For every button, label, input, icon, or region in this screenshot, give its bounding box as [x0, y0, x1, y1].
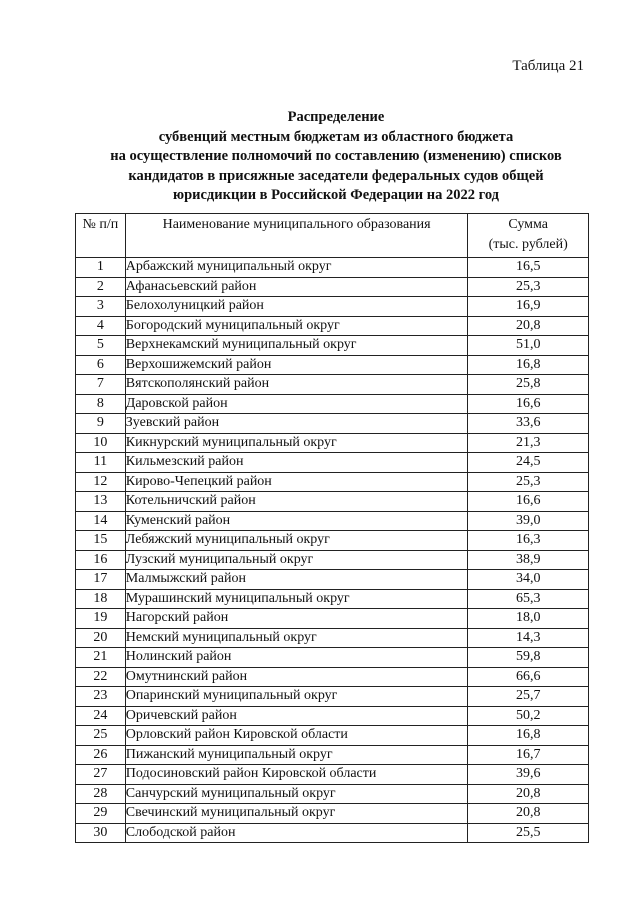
table-row: [76, 277, 589, 297]
row-sum-cell: 18,0: [468, 609, 589, 629]
table-row: [76, 609, 589, 629]
row-number-cell: 17: [76, 570, 126, 590]
row-number-cell: 14: [76, 511, 126, 531]
row-name-cell: Кирово-Чепецкий район: [125, 472, 468, 492]
row-number-cell: 12: [76, 472, 126, 492]
row-sum-cell: 21,3: [468, 433, 589, 453]
row-sum-cell: 16,8: [468, 355, 589, 375]
row-number-cell: 11: [76, 453, 126, 473]
row-name-cell: Верхнекамский муниципальный округ: [125, 336, 468, 356]
row-sum-cell: 50,2: [468, 706, 589, 726]
table-row: [76, 433, 589, 453]
table-row: [76, 394, 589, 414]
table-row: [76, 414, 589, 434]
table-row: [76, 648, 589, 668]
heading-line: юрисдикции в Российской Федерации на 2022 год: [173, 187, 499, 203]
row-number-cell: 19: [76, 609, 126, 629]
row-name-cell: Кикнурский муниципальный округ: [125, 433, 468, 453]
row-sum-cell: 16,6: [468, 394, 589, 414]
table-row: [76, 355, 589, 375]
row-name-cell: Даровской район: [125, 394, 468, 414]
row-name-cell: Опаринский муниципальный округ: [125, 687, 468, 707]
row-name-cell: Зуевский район: [125, 414, 468, 434]
header-number: № п/п: [76, 214, 126, 258]
header-sum: [468, 214, 589, 258]
row-number-cell: 27: [76, 765, 126, 785]
row-sum-cell: 25,7: [468, 687, 589, 707]
row-sum-cell: 25,8: [468, 375, 589, 395]
table-row: [76, 472, 589, 492]
row-sum-cell: 51,0: [468, 336, 589, 356]
row-sum-cell: 66,6: [468, 667, 589, 687]
row-number-cell: 13: [76, 492, 126, 512]
row-sum-cell: 33,6: [468, 414, 589, 434]
row-sum-cell: 20,8: [468, 804, 589, 824]
row-number-cell: 25: [76, 726, 126, 746]
row-number-cell: 26: [76, 745, 126, 765]
row-sum-cell: 20,8: [468, 784, 589, 804]
row-number-cell: 18: [76, 589, 126, 609]
row-name-cell: Орловский район Кировской области: [125, 726, 468, 746]
row-number-cell: 3: [76, 297, 126, 317]
table-row: [76, 628, 589, 648]
row-name-cell: Пижанский муниципальный округ: [125, 745, 468, 765]
row-number-cell: 29: [76, 804, 126, 824]
row-name-cell: Подосиновский район Кировской области: [125, 765, 468, 785]
row-number-cell: 30: [76, 823, 126, 843]
row-name-cell: Малмыжский район: [125, 570, 468, 590]
row-name-cell: Богородский муниципальный округ: [125, 316, 468, 336]
row-sum-cell: 34,0: [468, 570, 589, 590]
row-sum-cell: 25,3: [468, 472, 589, 492]
heading-line: субвенций местным бюджетам из областного бюджета: [158, 128, 514, 145]
row-name-cell: Арбажский муниципальный округ: [125, 258, 468, 278]
table-row: [76, 336, 589, 356]
table-row: [76, 375, 589, 395]
row-sum-cell: 16,7: [468, 745, 589, 765]
row-name-cell: Слободской район: [125, 823, 468, 843]
row-name-cell: Оричевский район: [125, 706, 468, 726]
table-body: [76, 258, 589, 843]
heading-line: кандидатов в присяжные заседатели федеральных судов общей: [128, 167, 544, 184]
row-number-cell: 23: [76, 687, 126, 707]
table-row: [76, 687, 589, 707]
table-row: [76, 726, 589, 746]
row-name-cell: Белохолуницкий район: [125, 297, 468, 317]
row-number-cell: 7: [76, 375, 126, 395]
table-row: [76, 258, 589, 278]
heading-line: на осуществление полномочий по составлению (изменению) списков: [110, 148, 562, 164]
table-row: [76, 745, 589, 765]
row-sum-cell: 59,8: [468, 648, 589, 668]
table-row: [76, 804, 589, 824]
row-number-cell: 16: [76, 550, 126, 570]
row-name-cell: Афанасьевский район: [125, 277, 468, 297]
row-sum-cell: 16,6: [468, 492, 589, 512]
row-name-cell: Нагорский район: [125, 609, 468, 629]
row-name-cell: Свечинский муниципальный округ: [125, 804, 468, 824]
row-sum-cell: 38,9: [468, 550, 589, 570]
row-name-cell: Вятскополянский район: [125, 375, 468, 395]
row-number-cell: 2: [76, 277, 126, 297]
heading-line: Распределение: [287, 109, 385, 125]
row-number-cell: 10: [76, 433, 126, 453]
subvention-table: [75, 213, 589, 843]
header-sum-line1: Сумма: [508, 217, 549, 232]
row-name-cell: Нолинский район: [125, 648, 468, 668]
row-sum-cell: 39,0: [468, 511, 589, 531]
table-row: [76, 570, 589, 590]
row-sum-cell: 25,3: [468, 277, 589, 297]
row-name-cell: Верхошижемский район: [125, 355, 468, 375]
row-sum-cell: 16,9: [468, 297, 589, 317]
table-header-row: [76, 214, 589, 258]
row-number-cell: 22: [76, 667, 126, 687]
table-row: [76, 531, 589, 551]
row-number-cell: 28: [76, 784, 126, 804]
row-number-cell: 15: [76, 531, 126, 551]
row-number-cell: 21: [76, 648, 126, 668]
row-name-cell: Куменский район: [125, 511, 468, 531]
row-number-cell: 9: [76, 414, 126, 434]
table-row: [76, 823, 589, 843]
table-row: [76, 550, 589, 570]
header-sum-line2: (тыс. рублей): [488, 237, 568, 252]
row-name-cell: Немский муниципальный округ: [125, 628, 468, 648]
row-number-cell: 20: [76, 628, 126, 648]
table-row: [76, 453, 589, 473]
table-row: [76, 511, 589, 531]
row-number-cell: 5: [76, 336, 126, 356]
row-number-cell: 1: [76, 258, 126, 278]
table-row: [76, 297, 589, 317]
row-number-cell: 8: [76, 394, 126, 414]
table-row: [76, 765, 589, 785]
row-sum-cell: 39,6: [468, 765, 589, 785]
row-sum-cell: 20,8: [468, 316, 589, 336]
table-number-label: Таблица 21: [512, 58, 584, 74]
table-row: [76, 492, 589, 512]
row-name-cell: Омутнинский район: [125, 667, 468, 687]
row-sum-cell: 16,8: [468, 726, 589, 746]
row-name-cell: Санчурский муниципальный округ: [125, 784, 468, 804]
row-sum-cell: 65,3: [468, 589, 589, 609]
header-name: Наименование муниципального образования: [125, 214, 468, 258]
table-row: [76, 589, 589, 609]
row-name-cell: Лебяжский муниципальный округ: [125, 531, 468, 551]
row-name-cell: Кильмезский район: [125, 453, 468, 473]
table-row: [76, 316, 589, 336]
row-number-cell: 24: [76, 706, 126, 726]
document-heading: [60, 108, 612, 206]
row-sum-cell: 14,3: [468, 628, 589, 648]
row-name-cell: Лузский муниципальный округ: [125, 550, 468, 570]
row-sum-cell: 16,3: [468, 531, 589, 551]
row-sum-cell: 24,5: [468, 453, 589, 473]
row-name-cell: Котельничский район: [125, 492, 468, 512]
row-number-cell: 6: [76, 355, 126, 375]
row-sum-cell: 16,5: [468, 258, 589, 278]
table-row: [76, 706, 589, 726]
table-row: [76, 667, 589, 687]
row-name-cell: Мурашинский муниципальный округ: [125, 589, 468, 609]
row-number-cell: 4: [76, 316, 126, 336]
row-sum-cell: 25,5: [468, 823, 589, 843]
table-row: [76, 784, 589, 804]
